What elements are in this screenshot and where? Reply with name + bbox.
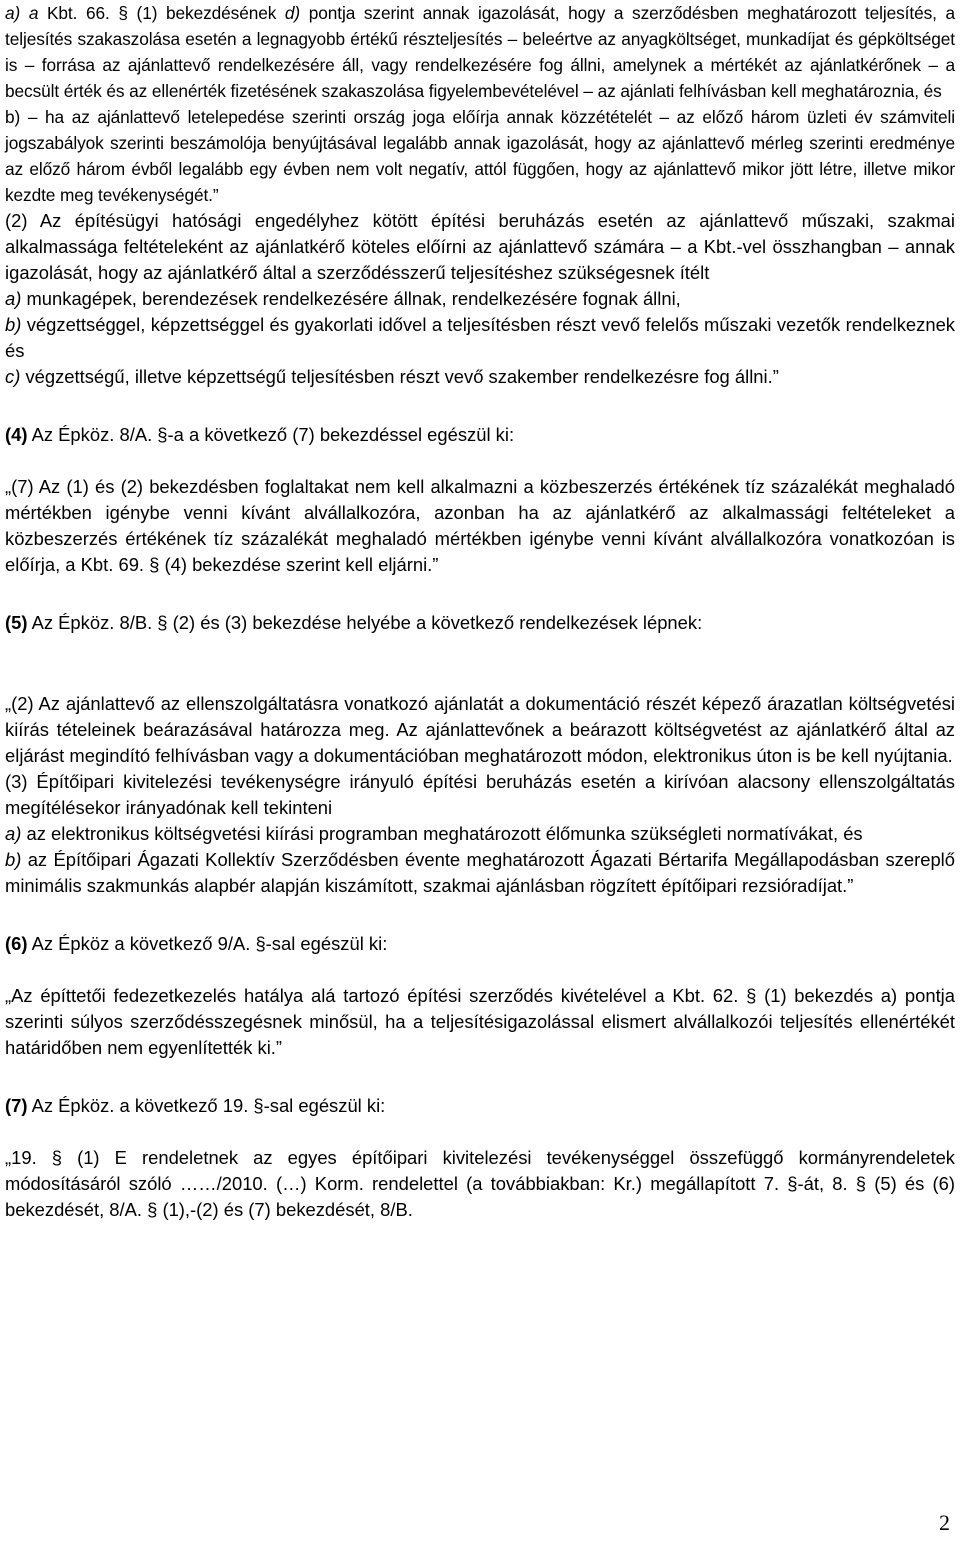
section-text: Az Épköz a következő 9/A. §-sal egészül ki: [27,933,388,954]
section-text: Az Épköz. a következő 19. §-sal egészül ki: [27,1095,386,1116]
section-5-heading [5,610,955,636]
item-d-label: d) [284,3,301,23]
item-label: b) [5,314,22,335]
item-label: a) [5,288,22,309]
section-7-quote: „19. § (1) E rendeletnek az egyes építőipari kivitelezési tevékenységgel összefüggő kormányrendeletek módosításáról szóló ……/2010. (…) Korm. rendelettel (a továbbiakban: Kr.) megállapított 7. §-át, 8. § (5) és (6) bekezdését, 8/A. § (1),-(2) és (7) bekezdését, 8/B. [5,1147,955,1220]
paragraph-b: b) – ha az ajánlattevő letelepedése szerinti ország joga előírja annak közzétételét – az előző három üzleti év számviteli jogszabályok szerinti beszámolója benyújtásával legalább annak igazolását, hogy az ajánlattevő mérleg szerinti eredménye az előző három évből legalább egy évben nem volt negatív, attól függően, hogy az ajánlattevő mikor jött létre, illetve mikor kezdte meg tevékenységét.” [5,107,955,205]
paragraph-2-intro: (2) Az építésügyi hatósági engedélyhez kötött építési beruházás esetén az ajánlattevő műszaki, szakmai alkalmassága feltételeként az ajánlatkérő köteles előírni az ajánlattevő számára – a Kbt.-vel összhangban – annak igazolását, hogy az ajánlatkérő által a szerződésszerű teljesítéshez szükségesnek ítélt [5,210,955,283]
item-label: c) [5,366,21,387]
item-text: munkagépek, berendezések rendelkezésére állnak, rendelkezésére fognak állni, [21,288,681,309]
page-number: 2 [939,1510,950,1535]
paragraph-2-c [5,364,955,390]
section-5-quote-2: „(2) Az ajánlattevő az ellenszolgáltatásra vonatkozó ajánlatát a dokumentáció részét képező árazatlan költségvetési kiírás tételeinek beárazásával határozza meg. Az ajánlattevőnek a beárazott költségvetést az ajánlatkérő által az eljárást megindító felhívásban vagy a dokumentációban meghatározott módon, elektronikus úton is be kell nyújtania. [5,693,955,766]
spacer [5,636,955,691]
section-4-quote: „(7) Az (1) és (2) bekezdésben foglaltakat nem kell alkalmazni a közbeszerzés értékének tíz százalékát meghaladó mértékben igénybe venni kívánt alvállalkozóra, azonban ha az ajánlatkérő az alkalmassági feltételeket a közbeszerzés értékének tíz százalékát meghaladó mértékben igénybe venni kívánt alvállalkozóra vonatkozóan is előírja, a Kbt. 69. § (4) bekezdése szerint kell eljárni.” [5,476,955,575]
spacer [5,390,955,422]
section-number: (6) [5,933,28,954]
section-4-heading [5,422,955,448]
spacer [5,1119,955,1145]
section-5-item-b [5,847,955,899]
item-label: a) [5,823,22,844]
item-label: b) [5,849,22,870]
paragraph-2-b [5,312,955,364]
spacer [5,899,955,931]
section-text: Az Épköz. 8/B. § (2) és (3) bekezdése helyébe a következő rendelkezések lépnek: [27,612,703,633]
item-text: végzettséggel, képzettséggel és gyakorlati idővel a teljesítésben részt vevő felelős műszaki vezetők rendelkeznek és [5,314,955,361]
spacer [5,448,955,474]
item-text: az Építőipari Ágazati Kollektív Szerződésben évente meghatározott Ágazati Bértarifa Megállapodásban szereplő minimális szakmunkás alapbér alapján kiszámított, szakmai ajánlásban rögzített építőipari rezsióradíjat.” [5,849,955,896]
item-a-text: pontja szerint annak igazolását, hogy a szerződésben meghatározott teljesítés, a teljesítés szakaszolása esetén a legnagyobb értékű részteljesítés – beleértve az anyagköltséget, munkadíjat és gépköltséget is – forrása az ajánlattevő rendelkezésére áll, vagy rendelkezésére fog állni, amelynek a mértékét az ajánlatkérőnek – a becsült érték és az ellenérték fizetésének szakaszolása figyelembevételével – az ajánlati felhívásban kell meghatároznia, és [5,3,955,101]
section-6-heading [5,931,955,957]
paragraph-a [5,0,955,104]
section-text: Az Épköz. 8/A. §-a a következő (7) bekezdéssel egészül ki: [27,424,515,445]
item-text: az elektronikus költségvetési kiírási programban meghatározott élőmunka szükségleti normatívákat, és [21,823,863,844]
section-7-heading [5,1093,955,1119]
item-a-label: a) a [5,3,39,23]
item-text: végzettségű, illetve képzettségű teljesítésben részt vevő szakember rendelkezésre fog állni.” [20,366,779,387]
section-number: (7) [5,1095,28,1116]
spacer [5,957,955,983]
section-number: (4) [5,424,28,445]
section-5-quote-3: (3) Építőipari kivitelezési tevékenységre irányuló építési beruházás esetén a kirívóan alacsony ellenszolgáltatás megítélésekor irányadónak kell tekinteni [5,771,955,818]
section-6-quote: „Az építtetői fedezetkezelés hatálya alá tartozó építési szerződés kivételével a Kbt. 62. § (1) bekezdés a) pontja szerinti súlyos szerződésszegésnek minősül, ha a teljesítésigazolással elismert alvállalkozói teljesítés ellenértékét határidőben nem egyenlítették ki.” [5,985,955,1058]
spacer [5,578,955,610]
section-5-item-a [5,821,955,847]
section-number: (5) [5,612,28,633]
item-a-ref: Kbt. 66. § (1) bekezdésének [38,3,285,23]
document-page [5,0,955,1223]
paragraph-2-a [5,286,955,312]
spacer [5,1061,955,1093]
